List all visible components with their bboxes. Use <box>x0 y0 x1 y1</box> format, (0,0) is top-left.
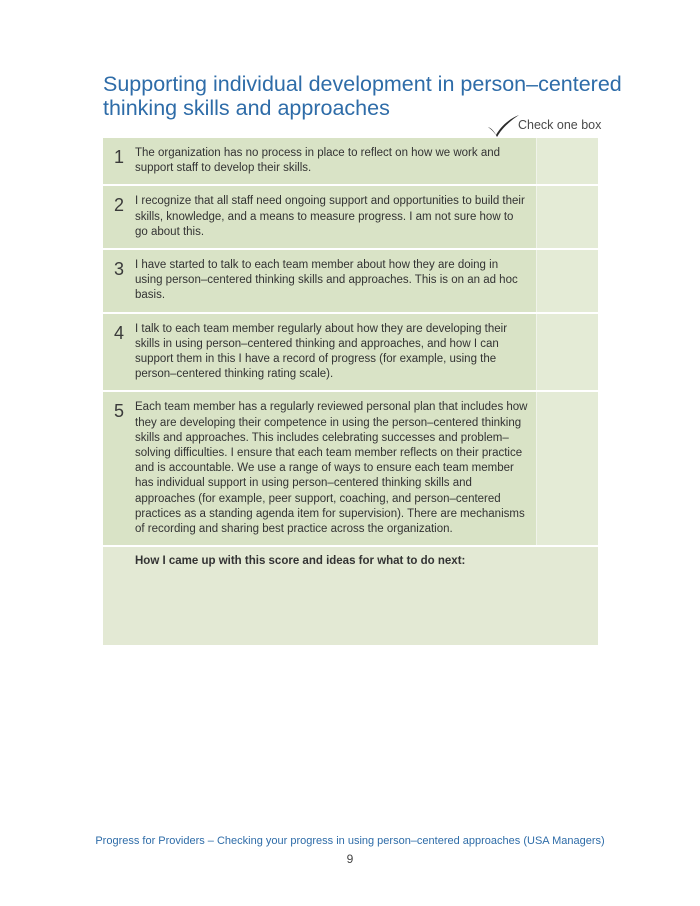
notes-label: How I came up with this score and ideas for what to do next: <box>135 555 466 568</box>
rating-row-3 <box>103 250 598 314</box>
rating-number: 5 <box>113 401 124 422</box>
rating-statement: I talk to each team member regularly about how they are developing their skills in using person–centered thinking and approaches, and how I can support them in this I have a record of progress (for example, using the person–centered thinking rating scale). <box>135 322 508 381</box>
rating-number: 3 <box>113 259 124 280</box>
check-one-box-label: Check one box <box>518 118 602 132</box>
page-title: Supporting individual development in person–centered thinking skills and approaches <box>103 72 622 120</box>
check-one-box-hint <box>486 114 604 138</box>
check-box-2[interactable] <box>536 186 598 248</box>
check-box-1[interactable] <box>536 138 598 184</box>
rating-row-1 <box>103 138 598 186</box>
rating-statement: I have started to talk to each team member about how they are doing in using person–centered thinking skills and approaches. This is on an ad hoc basis. <box>135 259 518 302</box>
check-box-4[interactable] <box>536 314 598 391</box>
rating-number: 4 <box>113 322 124 343</box>
rating-row-5 <box>103 392 598 547</box>
footer-text: Progress for Providers – Checking your progress in using person–centered approaches (USA Managers) <box>95 835 605 847</box>
rating-row-2 <box>103 186 598 250</box>
check-box-5[interactable] <box>536 392 598 545</box>
notes-area[interactable] <box>103 547 598 645</box>
checkmark-icon <box>486 114 520 138</box>
rating-statement: The organization has no process in place to reflect on how we work and support staff to develop their skills. <box>135 147 501 175</box>
rating-number: 2 <box>113 195 124 216</box>
rating-table <box>103 138 598 645</box>
rating-statement: Each team member has a regularly reviewed personal plan that includes how they are developing their competence in using the person–centered thinking skills and approaches. This includes celebrating successes and problem–solving difficulties. I ensure that each team member reflects on their practice and is accountable. We use a range of ways to ensure each team member has individual support in using person–centered thinking skills and approaches (for example, peer support, coaching, and person–centered practices as a standing agenda item for supervision). There are mechanisms of recording and sharing best practice across the organization. <box>135 401 528 536</box>
rating-statement: I recognize that all staff need ongoing support and opportunities to build their skills, knowledge, and a means to measure progress. I am not sure how to go about this. <box>135 195 525 238</box>
rating-number: 1 <box>113 147 124 167</box>
check-box-3[interactable] <box>536 250 598 312</box>
rating-row-4 <box>103 314 598 393</box>
page-number: 9 <box>346 852 354 866</box>
